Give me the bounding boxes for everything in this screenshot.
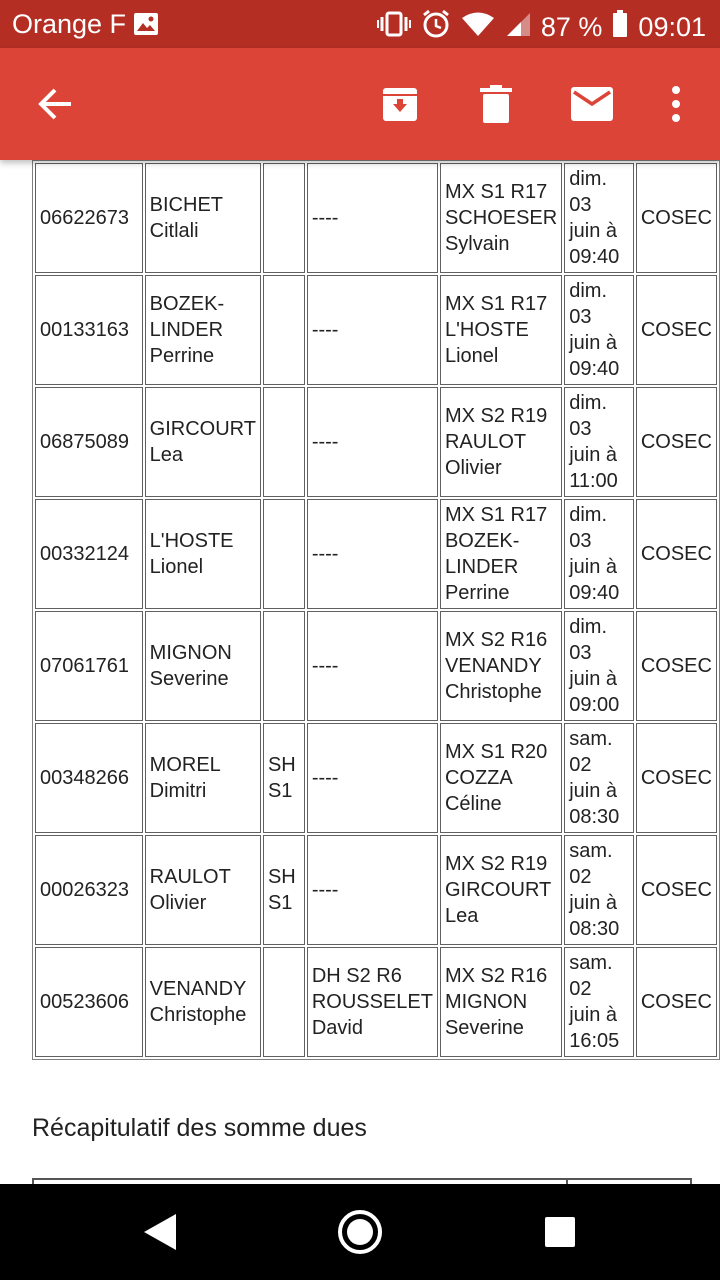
cell-line: MX S2 R19 xyxy=(444,853,548,875)
cell-line: Sylvain xyxy=(444,233,510,255)
cell-line: 08:30 xyxy=(569,918,620,940)
cell-date xyxy=(564,611,634,721)
cell-line: 03 xyxy=(569,194,592,216)
cell-line: ---- xyxy=(311,207,339,229)
cell-line: sam. xyxy=(569,728,613,750)
cell-venue: COSEC xyxy=(636,611,717,721)
status-bar xyxy=(0,0,720,48)
cell-line: DH S2 R6 xyxy=(311,965,402,987)
cell-doubles xyxy=(307,499,438,609)
cell-line: VENANDY xyxy=(149,978,247,1000)
delete-icon[interactable] xyxy=(468,76,524,132)
cell-line: dim. xyxy=(569,280,608,302)
cell-line: ---- xyxy=(311,655,339,677)
table-row xyxy=(35,723,717,833)
cell-line: BOZEK- xyxy=(444,530,520,552)
cell-doubles xyxy=(307,163,438,273)
cell-line: David xyxy=(311,1017,363,1039)
cell-singles xyxy=(263,163,305,273)
recents-square-icon[interactable] xyxy=(532,1204,588,1260)
cell-line: juin à xyxy=(569,332,618,354)
cell-line: MX S2 R16 xyxy=(444,629,548,651)
cell-line: MIGNON xyxy=(444,991,528,1013)
cell-line: MX S2 R16 xyxy=(444,965,548,987)
cell-mixed xyxy=(440,499,562,609)
table-row xyxy=(35,611,717,721)
cell-date xyxy=(564,835,634,945)
clock-time: 09:01 xyxy=(638,12,706,42)
cell-line: juin à xyxy=(569,668,618,690)
summary-title: Récapitulatif des somme dues xyxy=(32,1114,367,1142)
cell-line: 03 xyxy=(569,530,592,552)
carrier-label: Orange F xyxy=(12,9,127,39)
cell-line: 02 xyxy=(569,978,592,1000)
cell-singles xyxy=(263,723,305,833)
cell-line: L'HOSTE xyxy=(444,319,529,341)
cell-line: juin à xyxy=(569,556,618,578)
cell-date xyxy=(564,499,634,609)
cell-line: ---- xyxy=(311,767,339,789)
table-row xyxy=(35,387,717,497)
cell-venue: COSEC xyxy=(636,947,717,1057)
cell-line: 16:05 xyxy=(569,1030,620,1052)
back-triangle-icon[interactable] xyxy=(132,1204,188,1260)
cell-license-id: 00026323 xyxy=(35,835,143,945)
cell-license-id: 07061761 xyxy=(35,611,143,721)
cell-singles xyxy=(263,611,305,721)
cell-line: Lionel xyxy=(149,556,204,578)
cell-line: MX S2 R19 xyxy=(444,405,548,427)
cell-line: Olivier xyxy=(149,892,207,914)
battery-icon xyxy=(612,10,628,45)
navigation-bar xyxy=(0,1184,720,1280)
cell-line: sam. xyxy=(569,840,613,862)
cell-line: juin à xyxy=(569,444,618,466)
cell-line: 09:40 xyxy=(569,582,620,604)
cell-venue: COSEC xyxy=(636,835,717,945)
cell-line: L'HOSTE xyxy=(149,530,234,552)
cell-line: MX S1 R17 xyxy=(444,293,548,315)
table-row xyxy=(35,835,717,945)
cell-venue: COSEC xyxy=(636,499,717,609)
cell-singles xyxy=(263,835,305,945)
cell-line: Lea xyxy=(444,905,479,927)
cell-license-id: 00133163 xyxy=(35,275,143,385)
cell-line: 03 xyxy=(569,306,592,328)
archive-icon[interactable] xyxy=(372,76,428,132)
cell-venue: COSEC xyxy=(636,723,717,833)
cell-singles xyxy=(263,387,305,497)
cell-line: 02 xyxy=(569,754,592,776)
registrations-table xyxy=(32,160,720,1060)
cell-line: RAULOT xyxy=(444,431,527,453)
cell-line: RAULOT xyxy=(149,866,231,888)
cell-line: dim. xyxy=(569,392,608,414)
cell-license-id: 00348266 xyxy=(35,723,143,833)
cell-line: VENANDY xyxy=(444,655,542,677)
cell-line: dim. xyxy=(569,616,608,638)
image-notification-icon xyxy=(133,12,159,43)
cell-line: Olivier xyxy=(444,457,502,479)
cell-date xyxy=(564,387,634,497)
cell-player-name xyxy=(145,275,261,385)
cell-line: Lea xyxy=(149,444,184,466)
cell-line: Dimitri xyxy=(149,780,207,802)
cell-venue: COSEC xyxy=(636,387,717,497)
signal-icon xyxy=(505,11,531,44)
table-row xyxy=(35,499,717,609)
cell-doubles xyxy=(307,947,438,1057)
cell-doubles xyxy=(307,275,438,385)
cell-license-id: 00332124 xyxy=(35,499,143,609)
cell-line: COZZA xyxy=(444,767,513,789)
cell-player-name xyxy=(145,723,261,833)
cell-player-name xyxy=(145,835,261,945)
cell-line: ---- xyxy=(311,879,339,901)
cell-line: BICHET xyxy=(149,194,223,216)
table-row xyxy=(35,947,717,1057)
cell-line: 09:40 xyxy=(569,358,620,380)
cell-line: GIRCOURT xyxy=(444,879,552,901)
cell-player-name xyxy=(145,947,261,1057)
cell-line: Christophe xyxy=(444,681,542,703)
cell-line: S1 xyxy=(267,892,293,914)
cell-singles xyxy=(263,947,305,1057)
cell-line: sam. xyxy=(569,952,613,974)
cell-venue: COSEC xyxy=(636,163,717,273)
cell-line: MX S1 R20 xyxy=(444,741,548,763)
cell-line: juin à xyxy=(569,780,618,802)
cell-line: MX S1 R17 xyxy=(444,504,548,526)
cell-date xyxy=(564,947,634,1057)
cell-line: Céline xyxy=(444,793,502,815)
cell-line: Severine xyxy=(444,1017,524,1039)
cell-line: 11:00 xyxy=(569,470,618,492)
cell-line: 03 xyxy=(569,642,592,664)
cell-line: Citlali xyxy=(149,220,199,242)
cell-line: Christophe xyxy=(149,1004,247,1026)
cell-license-id: 06875089 xyxy=(35,387,143,497)
cell-date xyxy=(564,163,634,273)
cell-line: Perrine xyxy=(444,582,510,604)
cell-line: ---- xyxy=(311,543,339,565)
table-row xyxy=(35,275,717,385)
cell-line: 02 xyxy=(569,866,592,888)
cell-singles xyxy=(263,275,305,385)
cell-player-name xyxy=(145,163,261,273)
cell-mixed xyxy=(440,723,562,833)
wifi-icon xyxy=(461,11,495,44)
cell-line: ---- xyxy=(311,431,339,453)
cell-license-id: 00523606 xyxy=(35,947,143,1057)
cell-mixed xyxy=(440,387,562,497)
cell-line: SH xyxy=(267,754,296,776)
cell-line: 09:00 xyxy=(569,694,620,716)
cell-line: MOREL xyxy=(149,754,221,776)
cell-line: LINDER xyxy=(149,319,224,341)
cell-line: dim. xyxy=(569,504,608,526)
cell-line: SH xyxy=(267,866,296,888)
cell-venue: COSEC xyxy=(636,275,717,385)
cell-line: BOZEK- xyxy=(149,293,225,315)
cell-mixed xyxy=(440,947,562,1057)
cell-license-id: 06622673 xyxy=(35,163,143,273)
battery-percent: 87 % xyxy=(540,12,603,42)
cell-line: juin à xyxy=(569,892,618,914)
cell-date xyxy=(564,275,634,385)
cell-line: MX S1 R17 xyxy=(444,181,548,203)
home-circle-icon[interactable] xyxy=(332,1204,388,1260)
cell-line: MIGNON xyxy=(149,642,232,664)
cell-line: LINDER xyxy=(444,556,519,578)
cell-line: 03 xyxy=(569,418,592,440)
cell-line: 08:30 xyxy=(569,806,620,828)
cell-line: S1 xyxy=(267,780,293,802)
cell-line: Lionel xyxy=(444,345,499,367)
cell-line: SCHOESER xyxy=(444,207,558,229)
cell-date xyxy=(564,723,634,833)
cell-line: ---- xyxy=(311,319,339,341)
cell-mixed xyxy=(440,835,562,945)
cell-line: 09:40 xyxy=(569,246,620,268)
cell-mixed xyxy=(440,163,562,273)
back-arrow-icon[interactable] xyxy=(27,76,83,132)
cell-line: Perrine xyxy=(149,345,215,367)
cell-doubles xyxy=(307,835,438,945)
table-row xyxy=(35,163,717,273)
cell-line: Severine xyxy=(149,668,229,690)
vibrate-icon xyxy=(377,11,411,44)
cell-singles xyxy=(263,499,305,609)
cell-line: dim. xyxy=(569,168,608,190)
cell-line: juin à xyxy=(569,1004,618,1026)
cell-doubles xyxy=(307,387,438,497)
cell-line: juin à xyxy=(569,220,618,242)
cell-mixed xyxy=(440,275,562,385)
cell-player-name xyxy=(145,387,261,497)
cell-doubles xyxy=(307,723,438,833)
cell-player-name xyxy=(145,499,261,609)
cell-line: ROUSSELET xyxy=(311,991,433,1013)
cell-line: GIRCOURT xyxy=(149,418,256,440)
cell-mixed xyxy=(440,611,562,721)
more-vert-icon[interactable] xyxy=(648,76,704,132)
cell-doubles xyxy=(307,611,438,721)
cell-player-name xyxy=(145,611,261,721)
message-content[interactable] xyxy=(0,160,720,1184)
app-toolbar xyxy=(0,48,720,160)
mark-unread-icon[interactable] xyxy=(564,76,620,132)
alarm-icon xyxy=(421,9,451,46)
